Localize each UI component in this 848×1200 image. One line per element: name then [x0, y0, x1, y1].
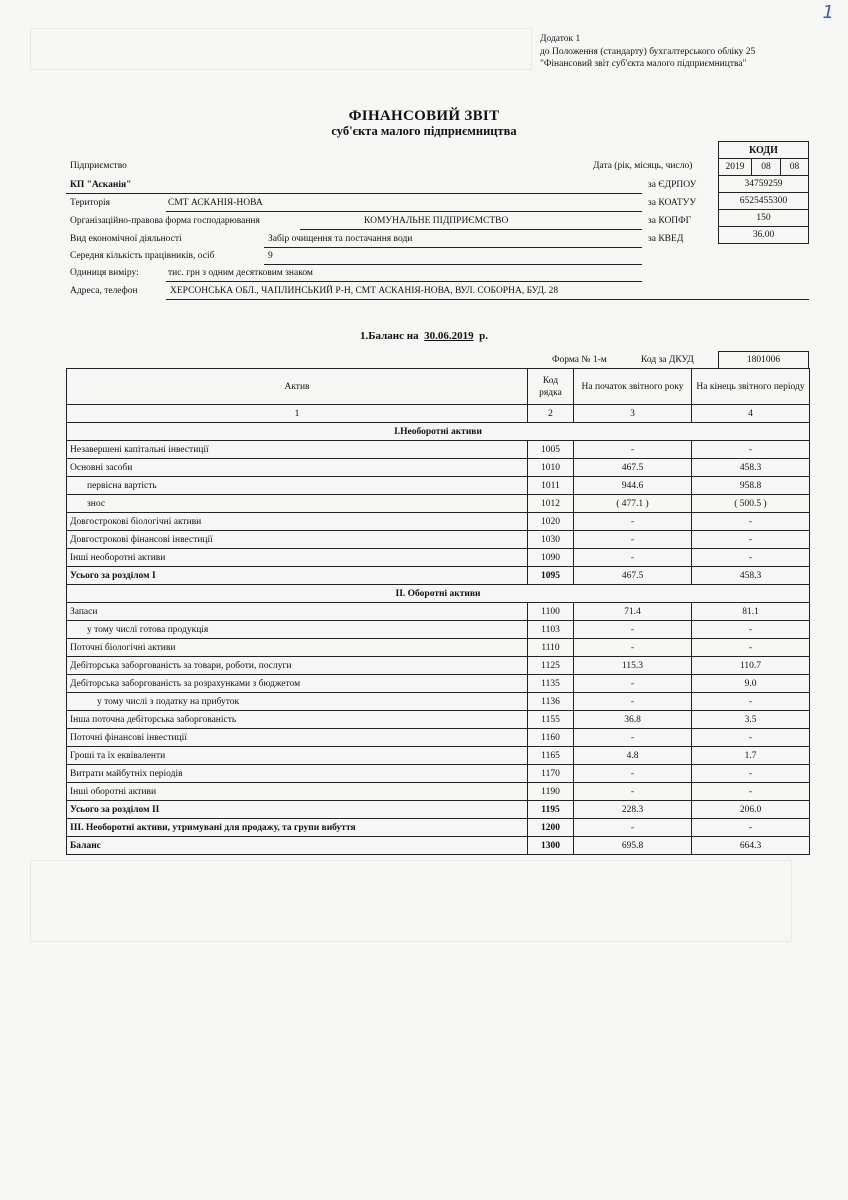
row-start-value: - — [574, 675, 692, 693]
row-end-value: - — [692, 783, 810, 801]
activity-label: Вид економічної діяльності — [70, 234, 182, 244]
koatuu-code: 6525455300 — [719, 193, 809, 210]
row-end-value: - — [692, 639, 810, 657]
table-row — [67, 621, 810, 639]
row-end-value: ( 500.5 ) — [692, 495, 810, 513]
page-number: 1 — [822, 2, 834, 23]
employees-label: Середня кількість працівників, осіб — [70, 251, 215, 261]
row-start-value: 467.5 — [574, 459, 692, 477]
row-code: 1095 — [528, 567, 574, 585]
row-end-value: 110.7 — [692, 657, 810, 675]
row-name: у тому числі з податку на прибуток — [67, 693, 528, 711]
unit-label: Одиниця виміру: — [70, 268, 139, 278]
col-number: 3 — [574, 405, 692, 423]
row-name: знос — [67, 495, 528, 513]
balance-body — [67, 423, 810, 855]
row-name: у тому числі готова продукція — [67, 621, 528, 639]
dkud-box — [718, 351, 809, 369]
section-title: І.Необоротні активи — [67, 423, 810, 441]
row-end-value: - — [692, 693, 810, 711]
territory-value: СМТ АСКАНІЯ-НОВА — [168, 198, 263, 208]
row-code: 1125 — [528, 657, 574, 675]
table-row — [67, 801, 810, 819]
table-row — [67, 657, 810, 675]
row-code: 1090 — [528, 549, 574, 567]
row-start-value: - — [574, 639, 692, 657]
table-row — [67, 477, 810, 495]
row-start-value: - — [574, 819, 692, 837]
row-code: 1155 — [528, 711, 574, 729]
bleed-through-grid-lower — [30, 860, 792, 942]
row-end-value: - — [692, 765, 810, 783]
row-code: 1160 — [528, 729, 574, 747]
row-start-value: - — [574, 513, 692, 531]
row-code: 1190 — [528, 783, 574, 801]
row-end-value: 3.5 — [692, 711, 810, 729]
date-year: 2019 — [719, 159, 752, 176]
row-start-value: 228.3 — [574, 801, 692, 819]
row-start-value: - — [574, 729, 692, 747]
activity-underline — [264, 247, 642, 248]
unit-value: тис. грн з одним десятковим знаком — [168, 268, 313, 278]
balance-suffix: р. — [479, 330, 488, 342]
row-start-value: - — [574, 441, 692, 459]
form-label: Форма № 1-м — [552, 355, 607, 365]
row-code: 1110 — [528, 639, 574, 657]
row-end-value: - — [692, 819, 810, 837]
address-label: Адреса, телефон — [70, 286, 138, 296]
unit-underline — [166, 281, 642, 282]
row-end-value: - — [692, 549, 810, 567]
row-code: 1012 — [528, 495, 574, 513]
report-subtitle: суб'єкта малого підприємництва — [331, 124, 517, 138]
row-start-value: - — [574, 621, 692, 639]
address-underline — [166, 299, 809, 300]
date-label: Дата (рік, місяць, число) — [593, 161, 693, 171]
address-value: ХЕРСОНСЬКА ОБЛ., ЧАПЛИНСЬКИЙ Р-Н, СМТ АСКАНІЯ-НОВА, ВУЛ. СОБОРНА, БУД. 28 — [170, 286, 559, 296]
row-name: Незавершені капітальні інвестиції — [67, 441, 528, 459]
row-name: Інші оборотні активи — [67, 783, 528, 801]
enterprise-name: КП "Асканія" — [70, 180, 132, 190]
row-name: Витрати майбутніх періодів — [67, 765, 528, 783]
row-name: Запаси — [67, 603, 528, 621]
row-start-value: - — [574, 549, 692, 567]
row-name: первісна вартість — [67, 477, 528, 495]
row-end-value: - — [692, 531, 810, 549]
legal-form-value: КОМУНАЛЬНЕ ПІДПРИЄМСТВО — [364, 216, 509, 226]
edrpou-code: 34759259 — [719, 176, 809, 193]
bleed-through-grid — [30, 28, 532, 70]
row-name: Гроші та їх еквіваленти — [67, 747, 528, 765]
row-code: 1010 — [528, 459, 574, 477]
legal-form-underline — [300, 229, 642, 230]
table-row — [67, 495, 810, 513]
row-end-value: 1.7 — [692, 747, 810, 765]
col-number: 4 — [692, 405, 810, 423]
row-end-value: 81.1 — [692, 603, 810, 621]
row-name: Інша поточна дебіторська заборгованість — [67, 711, 528, 729]
table-row — [67, 549, 810, 567]
report-title: ФІНАНСОВИЙ ЗВІТ — [348, 108, 500, 124]
row-name: ІІІ. Необоротні активи, утримувані для продажу, та групи вибуття — [67, 819, 528, 837]
row-code: 1300 — [528, 837, 574, 855]
header-end: На кінець звітного періоду — [692, 369, 810, 405]
row-end-value: 664.3 — [692, 837, 810, 855]
enterprise-label: Підприємство — [70, 161, 127, 171]
table-row — [67, 639, 810, 657]
balance-title-text: 1.Баланс на — [360, 330, 419, 342]
row-start-value: 115.3 — [574, 657, 692, 675]
row-code: 1136 — [528, 693, 574, 711]
row-start-value: 71.4 — [574, 603, 692, 621]
row-name: Довгострокові фінансові інвестиції — [67, 531, 528, 549]
row-start-value: - — [574, 783, 692, 801]
row-name: Усього за розділом І — [67, 567, 528, 585]
table-row — [67, 675, 810, 693]
employees-underline — [264, 264, 642, 265]
legal-form-label: Організаційно-правова форма господарювання — [70, 216, 260, 226]
row-code: 1195 — [528, 801, 574, 819]
koatuu-label: за КОАТУУ — [648, 198, 697, 208]
header-asset: Актив — [67, 369, 528, 405]
codes-table — [718, 141, 809, 244]
dkud-code: 1801006 — [719, 352, 809, 369]
row-end-value: 206.0 — [692, 801, 810, 819]
row-code: 1005 — [528, 441, 574, 459]
table-row — [67, 729, 810, 747]
appendix-line: "Фінансовий звіт суб'єкта малого підприємництва" — [540, 59, 747, 69]
row-name: Інші необоротні активи — [67, 549, 528, 567]
row-code: 1135 — [528, 675, 574, 693]
employees-value: 9 — [268, 251, 273, 261]
date-month: 08 — [752, 159, 781, 176]
table-row — [67, 513, 810, 531]
row-end-value: 958.8 — [692, 477, 810, 495]
row-start-value: 944.6 — [574, 477, 692, 495]
row-code: 1170 — [528, 765, 574, 783]
section-row — [67, 585, 810, 603]
activity-value: Забір очищення та постачання води — [268, 234, 413, 244]
kved-label: за КВЕД — [648, 234, 684, 244]
codes-header: КОДИ — [719, 142, 809, 159]
kopfg-code: 150 — [719, 210, 809, 227]
balance-table — [66, 368, 810, 855]
table-row — [67, 567, 810, 585]
appendix-line: до Положення (стандарту) бухгалтерського обліку 25 — [540, 46, 756, 57]
table-row — [67, 819, 810, 837]
table-row — [67, 765, 810, 783]
table-row — [67, 693, 810, 711]
row-code: 1200 — [528, 819, 574, 837]
row-name: Поточні біологічні активи — [67, 639, 528, 657]
table-row — [67, 441, 810, 459]
row-start-value: - — [574, 765, 692, 783]
row-end-value: - — [692, 513, 810, 531]
row-name: Основні засоби — [67, 459, 528, 477]
row-end-value: - — [692, 441, 810, 459]
row-name: Усього за розділом ІІ — [67, 801, 528, 819]
row-code: 1165 — [528, 747, 574, 765]
kved-code: 36.00 — [719, 227, 809, 244]
territory-label: Територія — [70, 198, 111, 208]
table-row — [67, 747, 810, 765]
kopfg-label: за КОПФГ — [648, 216, 692, 226]
section-title: ІІ. Оборотні активи — [67, 585, 810, 603]
row-end-value: - — [692, 621, 810, 639]
date-day: 08 — [781, 159, 809, 176]
enterprise-underline — [66, 193, 642, 194]
row-start-value: 695.8 — [574, 837, 692, 855]
row-start-value: - — [574, 531, 692, 549]
appendix-note — [540, 33, 755, 71]
row-name: Довгострокові біологічні активи — [67, 513, 528, 531]
row-name: Баланс — [67, 837, 528, 855]
row-name: Дебіторська заборгованість за розрахунками з бюджетом — [67, 675, 528, 693]
table-row — [67, 531, 810, 549]
row-end-value: 458.3 — [692, 567, 810, 585]
row-end-value: 458.3 — [692, 459, 810, 477]
header-code: Код рядка — [528, 369, 574, 405]
edrpou-label: за ЄДРПОУ — [648, 180, 697, 190]
table-row — [67, 711, 810, 729]
section-row — [67, 423, 810, 441]
table-row — [67, 459, 810, 477]
row-start-value: ( 477.1 ) — [574, 495, 692, 513]
appendix-line: Додаток 1 — [540, 34, 581, 44]
col-number: 1 — [67, 405, 528, 423]
row-start-value: 467.5 — [574, 567, 692, 585]
dkud-label: Код за ДКУД — [641, 355, 694, 365]
territory-underline — [166, 211, 642, 212]
row-end-value: - — [692, 729, 810, 747]
row-start-value: 4.8 — [574, 747, 692, 765]
row-start-value: - — [574, 693, 692, 711]
row-end-value: 9.0 — [692, 675, 810, 693]
col-number: 2 — [528, 405, 574, 423]
row-code: 1020 — [528, 513, 574, 531]
balance-title — [0, 330, 848, 342]
row-name: Поточні фінансові інвестиції — [67, 729, 528, 747]
header-start: На початок звітного року — [574, 369, 692, 405]
row-name: Дебіторська заборгованість за товари, роботи, послуги — [67, 657, 528, 675]
row-code: 1030 — [528, 531, 574, 549]
row-code: 1100 — [528, 603, 574, 621]
row-code: 1103 — [528, 621, 574, 639]
row-code: 1011 — [528, 477, 574, 495]
table-row — [67, 783, 810, 801]
balance-date: 30.06.2019 — [424, 330, 474, 342]
table-row — [67, 837, 810, 855]
row-start-value: 36.8 — [574, 711, 692, 729]
table-row — [67, 603, 810, 621]
